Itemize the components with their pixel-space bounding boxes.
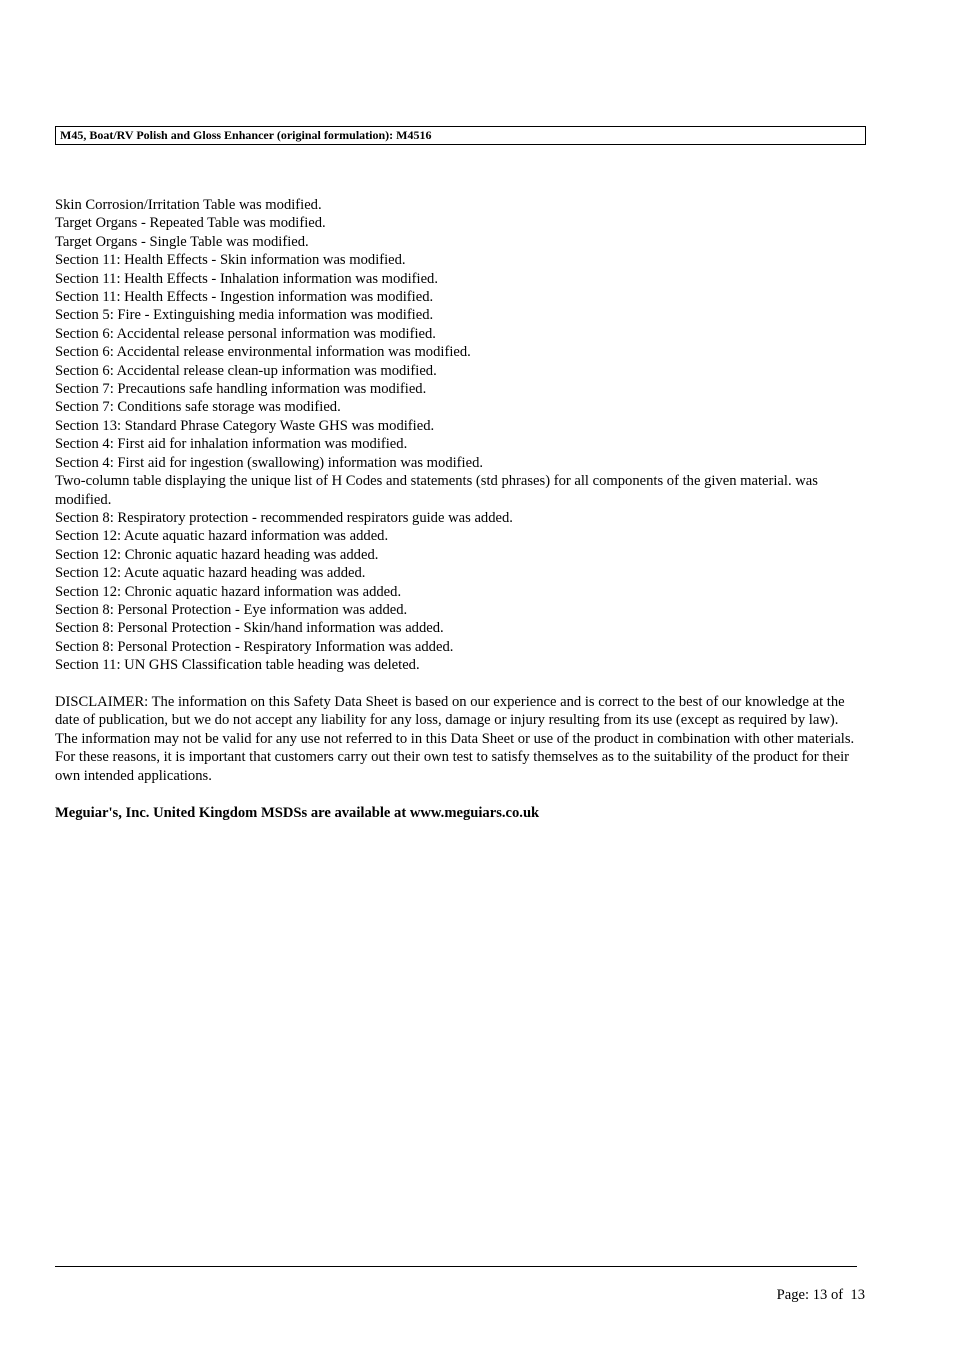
list-item: Target Organs - Repeated Table was modified. — [55, 215, 326, 232]
list-item: Section 7: Precautions safe handling information was modified. — [55, 381, 427, 398]
list-item: Section 12: Chronic aquatic hazard information was added. — [55, 583, 402, 600]
list-item: Section 6: Accidental release personal information was modified. — [55, 325, 436, 342]
list-item: Section 11: Health Effects - Skin information was modified. — [55, 252, 406, 269]
list-item: Section 11: Health Effects - Inhalation information was modified. — [55, 270, 438, 287]
list-item: Section 5: Fire - Extinguishing media information was modified. — [55, 307, 434, 324]
list-item: Section 12: Chronic aquatic hazard heading was added. — [55, 546, 379, 563]
list-item: Section 4: First aid for inhalation information was modified. — [55, 436, 408, 453]
list-item: Section 8: Respiratory protection - recommended respirators guide was added. — [55, 509, 513, 526]
list-item: Section 8: Personal Protection - Respiratory Information was added. — [55, 638, 454, 655]
list-item: Target Organs - Single Table was modified. — [55, 233, 309, 250]
footer-divider — [55, 1266, 857, 1267]
list-item: Section 11: Health Effects - Ingestion information was modified. — [55, 289, 434, 306]
page-number: Page: 13 of 13 — [776, 1287, 865, 1303]
document-header-box — [55, 126, 866, 145]
list-item: Section 4: First aid for ingestion (swallowing) information was modified. — [55, 454, 484, 471]
list-item: Section 8: Personal Protection - Skin/hand information was added. — [55, 620, 444, 637]
list-item: Section 6: Accidental release environmental information was modified. — [55, 344, 471, 361]
disclaimer-paragraph: DISCLAIMER: The information on this Safety Data Sheet is based on our experience and is correct to the best of our knowledge at the date of publication, but we do not accept any liability for any loss, damage or injury resulting from its use (except as required by law). The information may not be valid for any use not referred to in this Data Sheet or use of the product in combination with other materials. For these reasons, it is important that customers carry out their own test to satisfy themselves as to the suitability of the product for their own intended applications. — [55, 694, 855, 784]
list-item: Section 7: Conditions safe storage was modified. — [55, 399, 341, 416]
list-item: Section 12: Acute aquatic hazard heading was added. — [55, 565, 366, 582]
list-item: Section 13: Standard Phrase Category Waste GHS was modified. — [55, 417, 435, 434]
list-item: Skin Corrosion/Irritation Table was modified. — [55, 197, 322, 213]
list-item: Section 11: UN GHS Classification table heading was deleted. — [55, 657, 420, 674]
msds-availability-note: Meguiar's, Inc. United Kingdom MSDSs are available at www.meguiars.co.uk — [55, 805, 540, 821]
list-item: Section 12: Acute aquatic hazard information was added. — [55, 528, 389, 545]
list-item: Two-column table displaying the unique list of H Codes and statements (std phrases) for all components of the given material. was modified. — [55, 473, 818, 508]
revision-changes-list — [55, 196, 855, 675]
list-item: Section 6: Accidental release clean-up information was modified. — [55, 362, 437, 379]
document-title: M45, Boat/RV Polish and Gloss Enhancer (original formulation): M4516 — [60, 128, 432, 142]
list-item: Section 8: Personal Protection - Eye information was added. — [55, 601, 408, 618]
